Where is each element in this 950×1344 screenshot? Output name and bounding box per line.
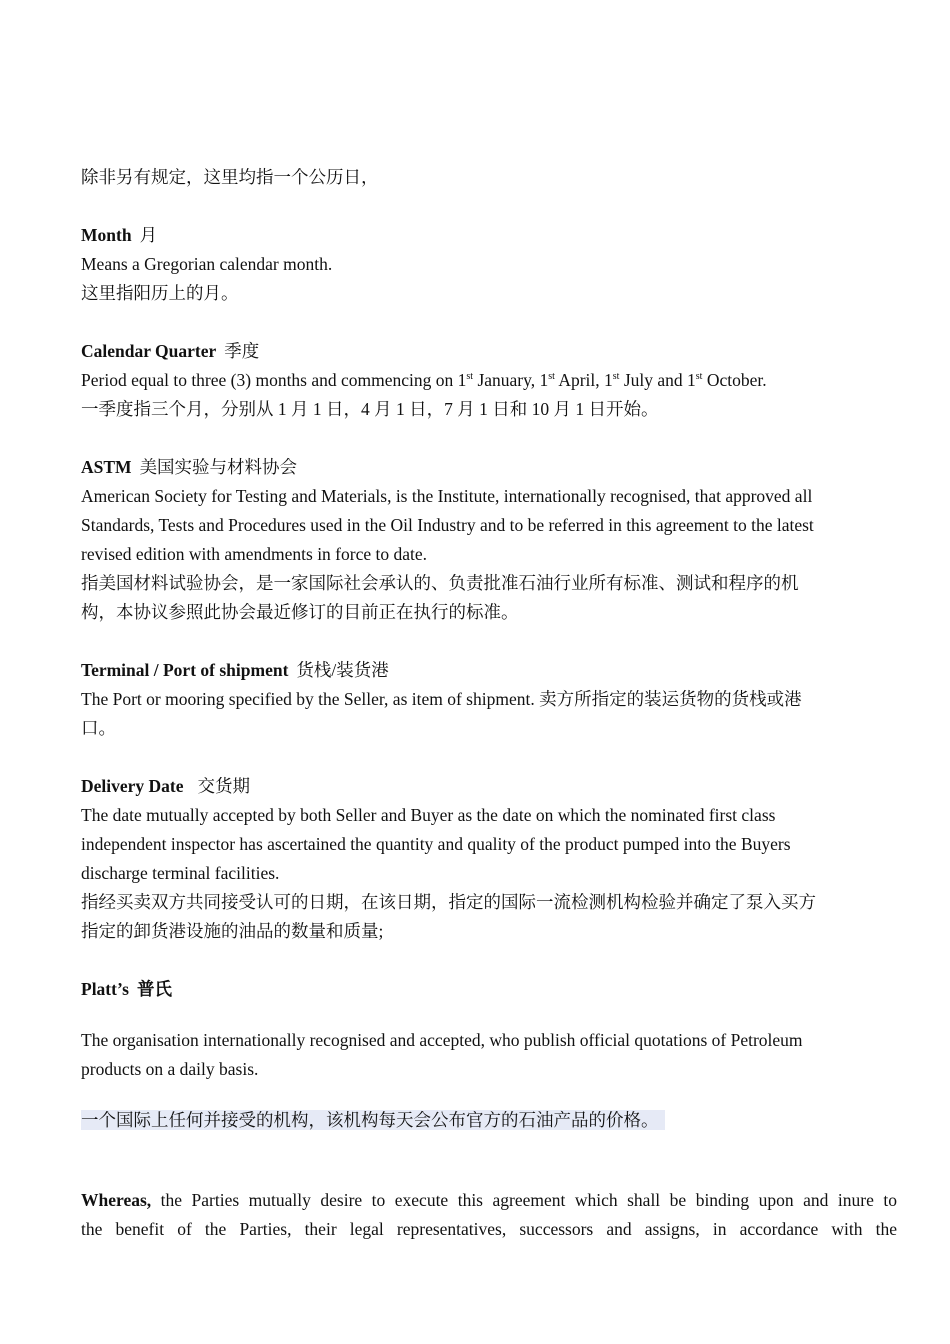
whereas-line-1-text: the Parties mutually desire to execute this agreement which shall be binding upon and inure to (151, 1190, 897, 1210)
intro-text: 除非另有规定，这里均指一个公历日， (81, 167, 379, 187)
platts-definition-en-line-1: The organisation internationally recognised and accepted, who publish official quotations of Petroleum (81, 1030, 803, 1050)
quarter-text-2: January, 1 (473, 370, 549, 390)
platts-definition-zh (81, 1106, 897, 1135)
delivery-definition-en-line-3: discharge terminal facilities. (81, 863, 280, 883)
delivery-definition-zh-line-1: 指经买卖双方共同接受认可的日期，在该日期，指定的国际一流检测机构检验并确定了泵入买方 (81, 892, 816, 912)
delivery-definition-en-line-1: The date mutually accepted by both Seller and Buyer as the date on which the nominated first class (81, 805, 776, 825)
term-heading-terminal (81, 656, 897, 685)
quarter-text-5: October. (702, 370, 767, 390)
quarter-text-3: April, 1 (554, 370, 613, 390)
term-month-zh: 月 (139, 225, 158, 245)
quarter-definition-zh: 一季度指三个月，分别从 1 月 1 日，4 月 1 日，7 月 1 日和 10 月 1 日开始。 (81, 399, 659, 419)
quarter-sup-2: st (548, 371, 555, 383)
quarter-sup-4: st (695, 371, 703, 383)
astm-definition-en-line-1: American Society for Testing and Materials, is the Institute, internationally recognised, that approved all (81, 486, 813, 506)
term-delivery-en: Delivery Date (81, 776, 184, 796)
quarter-sup-1: st (466, 371, 474, 383)
term-quarter-en: Calendar Quarter (81, 341, 217, 361)
quarter-text-1: Period equal to three (3) months and commencing on 1 (81, 370, 467, 390)
term-heading-month (81, 221, 897, 250)
terminal-definition-line-1: The Port or mooring specified by the Seller, as item of shipment. 卖方所指定的装运货物的货栈或港 (81, 689, 802, 709)
astm-definition-zh-line-2: 构，本协议参照此协会最近修订的目前正在执行的标准。 (81, 602, 519, 622)
term-heading-delivery (81, 772, 897, 801)
term-heading-quarter (81, 337, 897, 366)
highlighted-text: 一个国际上任何并接受的机构，该机构每天会公布官方的石油产品的价格。 (81, 1110, 665, 1130)
document-body (81, 163, 897, 1244)
delivery-definition-en-line-2: independent inspector has ascertained the quantity and quality of the product pumped into the Buyers (81, 834, 791, 854)
term-terminal-zh: 货栈/装货港 (296, 660, 389, 680)
terminal-definition-line-2: 口。 (81, 718, 116, 738)
astm-definition-zh-line-1: 指美国材料试验协会，是一家国际社会承认的、负责批准石油行业所有标准、测试和程序的机 (81, 573, 799, 593)
term-platts-en: Platt’s (81, 979, 129, 999)
delivery-definition-zh-line-2: 指定的卸货港设施的油品的数量和质量; (81, 921, 384, 941)
whereas-line-2: the benefit of the Parties, their legal representatives, successors and assigns, in accordance with the (81, 1219, 897, 1239)
term-heading-astm (81, 453, 897, 482)
term-heading-platts (81, 975, 897, 1004)
quarter-text-4: July and 1 (619, 370, 696, 390)
term-platts-zh: 普氏 (136, 979, 172, 999)
term-delivery-zh: 交货期 (197, 776, 251, 796)
astm-definition-en-line-2: Standards, Tests and Procedures used in the Oil Industry and to be referred in this agreement to the latest (81, 515, 814, 535)
term-quarter-zh: 季度 (224, 341, 260, 361)
quarter-sup-3: st (612, 371, 620, 383)
whereas-line-1 (81, 1186, 897, 1215)
astm-definition-en-line-3: revised edition with amendments in force to date. (81, 544, 428, 564)
whereas-lead: Whereas, (81, 1190, 152, 1210)
term-month-en: Month (81, 225, 132, 245)
term-terminal-en: Terminal / Port of shipment (81, 660, 289, 680)
term-astm-en: ASTM (81, 457, 132, 477)
quarter-definition-en (81, 366, 897, 395)
term-astm-zh: 美国实验与材料协会 (139, 457, 298, 477)
month-definition-zh: 这里指阳历上的月。 (81, 283, 239, 303)
platts-definition-en-line-2: products on a daily basis. (81, 1059, 259, 1079)
month-definition-en: Means a Gregorian calendar month. (81, 254, 333, 274)
